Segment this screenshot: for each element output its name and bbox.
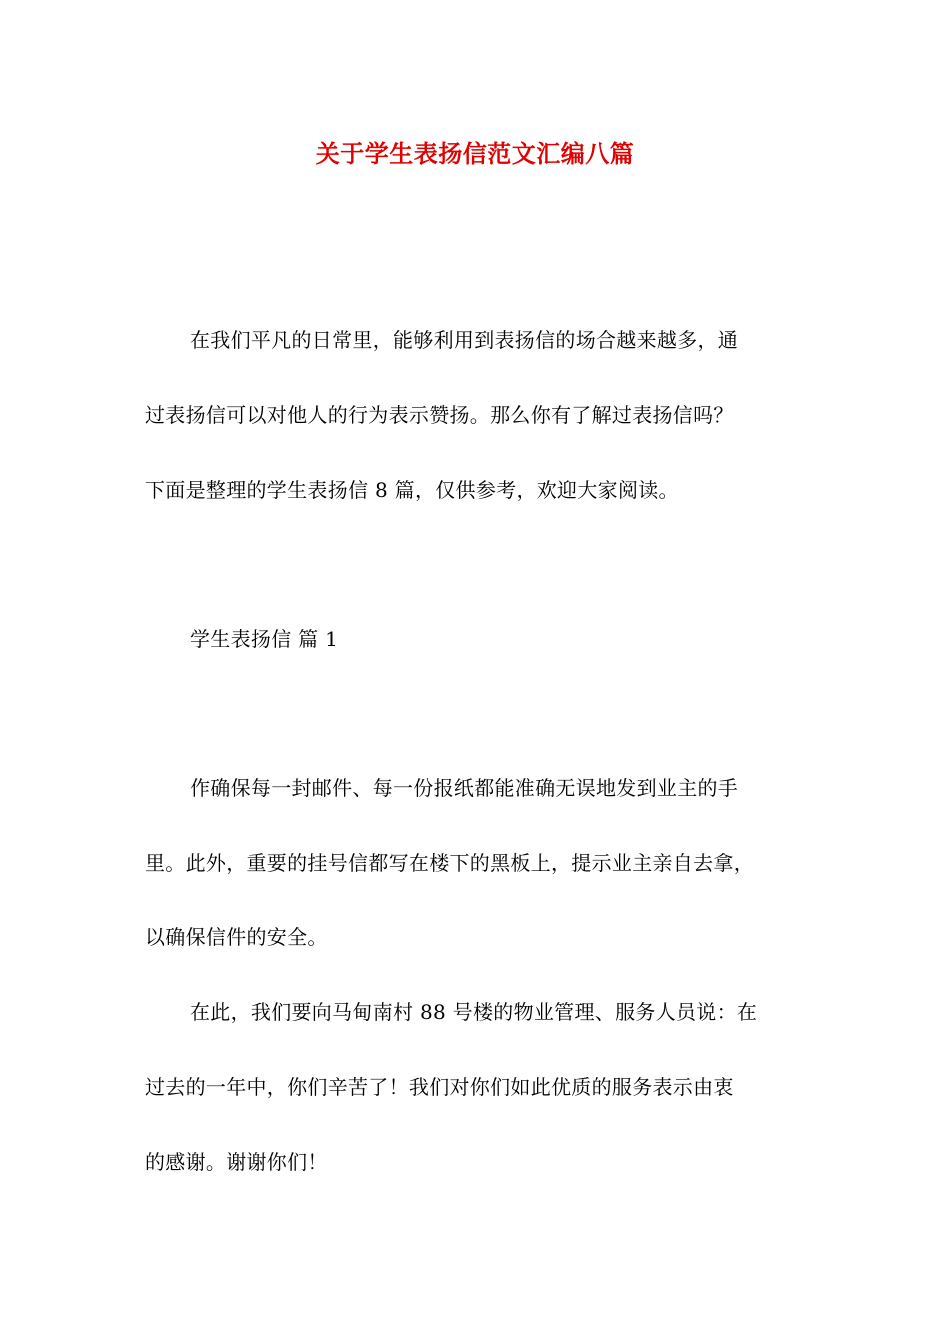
- section-heading: 学生表扬信 篇 1: [190, 627, 339, 651]
- document-title: 关于学生表扬信范文汇编八篇: [315, 140, 635, 168]
- paragraph2-line-1: 在此，我们要向马甸南村 88 号楼的物业管理、服务人员说：在: [190, 1000, 758, 1024]
- paragraph1-line-1: 作确保每一封邮件、每一份报纸都能准确无误地发到业主的手: [190, 776, 739, 800]
- intro-line-2: 过表扬信可以对他人的行为表示赞扬。那么你有了解过表扬信吗？: [145, 403, 734, 427]
- intro-line-3: 下面是整理的学生表扬信 8 篇，仅供参考，欢迎大家阅读。: [145, 478, 679, 502]
- paragraph1-line-3: 以确保信件的安全。: [145, 925, 328, 949]
- paragraph2-line-3: 的感谢。谢谢你们！: [145, 1150, 328, 1174]
- paragraph1-line-2: 里。此外，重要的挂号信都写在楼下的黑板上，提示业主亲自去拿，: [145, 851, 754, 875]
- intro-line-1: 在我们平凡的日常里，能够利用到表扬信的场合越来越多，通: [190, 328, 739, 352]
- paragraph2-line-2: 过去的一年中，你们辛苦了！我们对你们如此优质的服务表示由衷: [145, 1075, 734, 1099]
